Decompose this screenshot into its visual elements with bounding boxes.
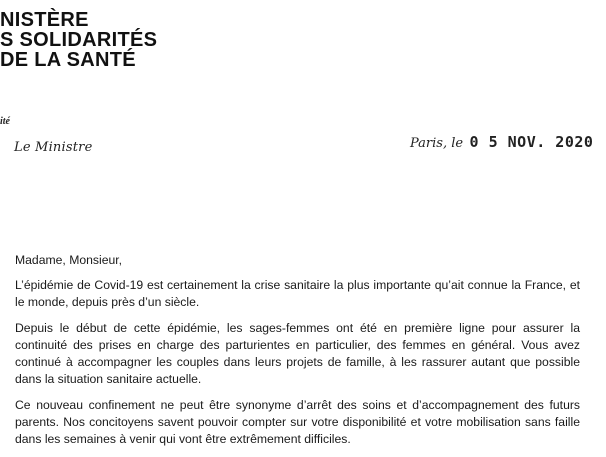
paragraph-1: L’épidémie de Covid-19 est certainement la crise sanitaire la plus importante qu’ait connue la France, et le monde, depuis près d’un siècle.: [15, 278, 580, 309]
letter-body: [15, 252, 580, 457]
ministry-name-line-2: S SOLIDARITÉS: [0, 29, 158, 51]
motto-fragment: ité: [0, 116, 10, 127]
ministry-name-line-1: NISTÈRE: [0, 9, 89, 31]
date-place: Paris, le: [410, 136, 464, 151]
date-stamp: 0 5 NOV. 2020: [469, 133, 594, 151]
ministry-name-line-3: DE LA SANTÉ: [0, 49, 136, 71]
ministry-header: [0, 10, 170, 70]
date-line: [410, 133, 593, 152]
paragraph-3: Ce nouveau confinement ne peut être synonyme d’arrêt des soins et d’accompagnement des futurs parents. Nos concitoyens savent pouvoir compter sur votre disponibilité et votre mobilisation sans faille dans les semaines à venir qui vont être extrêmement difficiles.: [15, 398, 580, 446]
paragraph-2: Depuis le début de cette épidémie, les sages-femmes ont été en première ligne pour assurer la continuité des prises en charge des parturientes en particulier, des femmes en général. Vous avez continué à accompagner les couples dans leurs projets de famille, à les rassurer autant que possible dans la situation sanitaire actuelle.: [15, 321, 580, 386]
salutation: Madame, Monsieur,: [15, 253, 123, 267]
minister-title: Le Ministre: [14, 140, 93, 155]
